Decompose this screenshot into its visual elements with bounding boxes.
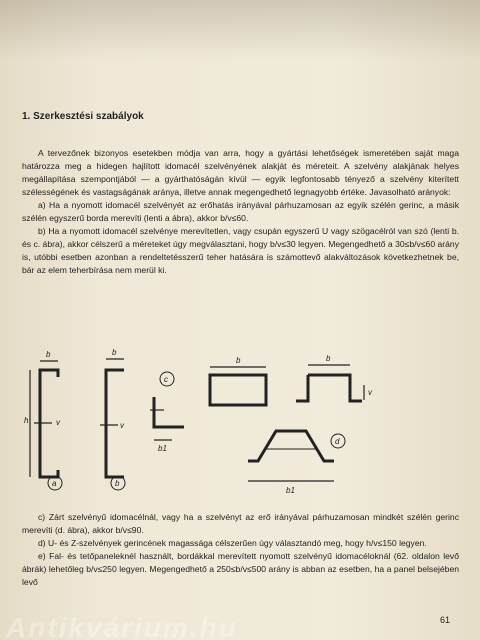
section-heading: 1. Szerkesztési szabályok [22,111,144,122]
paragraph-e: e) Fal- és tetőpaneleknél használt, bordákkal merevített nyomott szelvényű idomacéloknál (62. oldalon levő ábrák) lehetőleg b/v≤250 legyen. Megengedhető a 250≤b/v≤500 arány is abban az esetben, ha a panel belsejében levő [22,551,459,587]
dim-b-a: b [46,350,51,359]
dim-b-d2: b [326,354,331,363]
paragraph-b: b) Ha a nyomott idomacél szelvénye merevítetlen, vagy csupán egyszerű U vagy szögacélról van szó (lenti b. és c. ábra), akkor célszerű a méreteket úgy megválasztani, hogy b/v≤30 legyen. Megengedhető a 30≤b/v≤60 arány is, utóbbi esetben azonban a rendeltetésszerű teher hatására is számottevő alakváltozások következhetnek be, bár az elem teherbírása nem merül ki. [22,226,459,275]
paragraph-a: a) Ha a nyomott idomacél szelvényét az erőhatás irányával párhuzamosan az egyik szélén gerinc, a másik szélén egyszerű borda merevíti (lenti a ábra), akkor b/v≤60. [22,200,459,223]
main-text [22,110,459,277]
paragraph-c: c) Zárt szelvényű idomacélnál, vagy ha a szelvényt az erő irányával párhuzamosan mindkét szélén gerinc merevíti (d. ábra), akkor b/v≤90. [22,512,459,535]
label-d: d [335,437,340,446]
paragraph-intro: A tervezőnek bizonyos esetekben módja van arra, hogy a gyártási lehetőségek ismeretében saját maga határozza meg a hidegen hajlított idomacél szelvényének alakját és méreteit. A szelvény alakjának helyes megállapítása szempontjából — a gyárthatóságán kívül — egyik legfontosabb tényező a szelvény kiterített szélességének és vastagságának aránya, illetve annak megengedhető legnagyobb értéke. Javasolható arányok: [22,148,459,197]
lower-text [22,511,459,589]
dim-h-a: h [24,416,29,425]
dim-b1-d: b1 [286,486,295,495]
dim-b1-c: b1 [158,444,167,453]
dim-b-b: b [112,348,117,357]
page-shadow [0,0,480,60]
page-number: 61 [440,615,451,625]
label-a: a [52,479,57,488]
paragraph-d: d) U- és Z-szelvények gerincének magassága célszerűen úgy választandó meg, hogy h/v≤150 legyen. [38,538,427,548]
dim-v-d2: v [368,388,372,397]
dim-b-d1: b [236,356,241,365]
watermark: Antikvárium.hu [6,612,238,640]
dim-v-a: v [56,418,60,427]
profile-figure [12,345,392,505]
label-b: b [115,479,120,488]
dim-v-b: v [120,421,124,430]
label-c: c [164,375,168,384]
